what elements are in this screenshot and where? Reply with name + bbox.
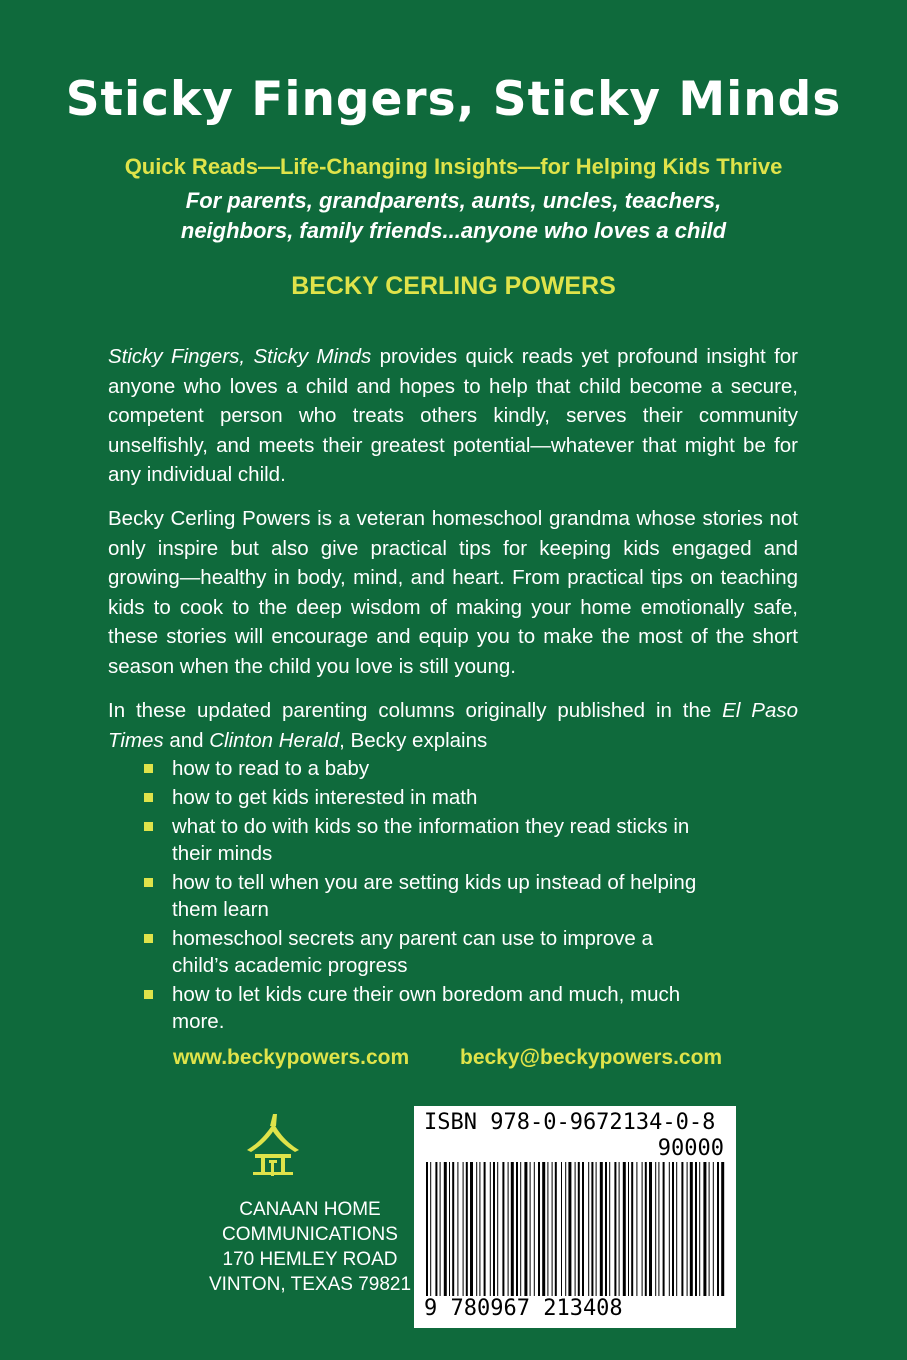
tagline-line-2: neighbors, family friends...anyone who loves a child: [180, 218, 727, 243]
description-paragraph-1: [108, 342, 798, 490]
publisher-line-3: 170 HEMLEY ROAD: [222, 1249, 398, 1270]
paragraph-3-text-b: and: [163, 728, 210, 752]
list-item: [144, 813, 704, 867]
website-link[interactable]: www.beckypowers.com: [173, 1046, 410, 1069]
paragraph-1-text: provides quick reads yet profound insight for anyone who loves a child and hopes to help that child become a secure, competent person who treats others kindly, serves their community unselfishly, and meets their greatest potential—whatever that might be for any individual child.: [108, 345, 798, 486]
list-item: [144, 925, 704, 979]
list-item: [144, 869, 704, 923]
bullet-square-icon: [144, 764, 153, 773]
publisher-line-1: CANAAN HOME: [239, 1199, 381, 1220]
publisher-address: [180, 1197, 440, 1297]
list-item-text: what to do with kids so the information they read sticks in their minds: [172, 815, 690, 865]
email-link[interactable]: becky@beckypowers.com: [460, 1046, 723, 1069]
book-title-italic: Sticky Fingers, Sticky Minds: [108, 345, 372, 368]
book-subtitle: Quick Reads—Life-Changing Insights—for Helping Kids Thrive: [124, 154, 783, 179]
list-item-text: how to get kids interested in math: [172, 786, 478, 809]
list-item: [144, 981, 704, 1035]
bullet-square-icon: [144, 878, 153, 887]
topics-list: [144, 755, 704, 1037]
list-item-text: how to read to a baby: [172, 757, 370, 780]
list-item-text: how to let kids cure their own boredom and much, much more.: [172, 983, 681, 1033]
publisher-line-2: COMMUNICATIONS: [222, 1224, 398, 1245]
bullet-square-icon: [144, 934, 153, 943]
description-paragraph-2: Becky Cerling Powers is a veteran homeschool grandma whose stories not only inspire but also give practical tips for keeping kids engaged and growing—healthy in body, mind, and heart. From practical tips on teaching kids to cook to the deep wisdom of making your home emotionally safe, these stories will encourage and equip you to make the most of the short season when the child you love is still young.: [108, 507, 798, 678]
author-name: BECKY CERLING POWERS: [291, 272, 616, 300]
description-paragraph-3: [108, 696, 798, 755]
list-item: [144, 755, 704, 782]
isbn-number: ISBN 978-0-9672134-0-8: [424, 1110, 716, 1135]
barcode-bars-icon: [426, 1162, 726, 1296]
price-code: 90000: [657, 1136, 724, 1161]
list-item-text: homeschool secrets any parent can use to improve a child’s academic progress: [172, 927, 653, 977]
list-item: [144, 784, 704, 811]
tagline: [0, 186, 907, 246]
bullet-square-icon: [144, 793, 153, 802]
bullet-square-icon: [144, 990, 153, 999]
book-title: Sticky Fingers, Sticky Minds: [65, 72, 842, 127]
list-item-text: how to tell when you are setting kids up instead of helping them learn: [172, 871, 697, 921]
newspaper-name-1: El Paso Times: [108, 699, 799, 752]
isbn-barcode: [414, 1106, 736, 1328]
tagline-line-1: For parents, grandparents, aunts, uncles, teachers,: [185, 188, 722, 213]
publisher-logo-icon: [243, 1112, 303, 1182]
newspaper-name-2: Clinton Herald: [209, 728, 340, 752]
publisher-line-4: VINTON, TEXAS 79821: [208, 1274, 412, 1295]
barcode-digits: 9 780967 213408: [424, 1296, 623, 1321]
paragraph-3-text-a: In these updated parenting columns originally published in the: [108, 699, 723, 722]
paragraph-3-text-c: , Becky explains: [339, 728, 488, 752]
bullet-square-icon: [144, 822, 153, 831]
